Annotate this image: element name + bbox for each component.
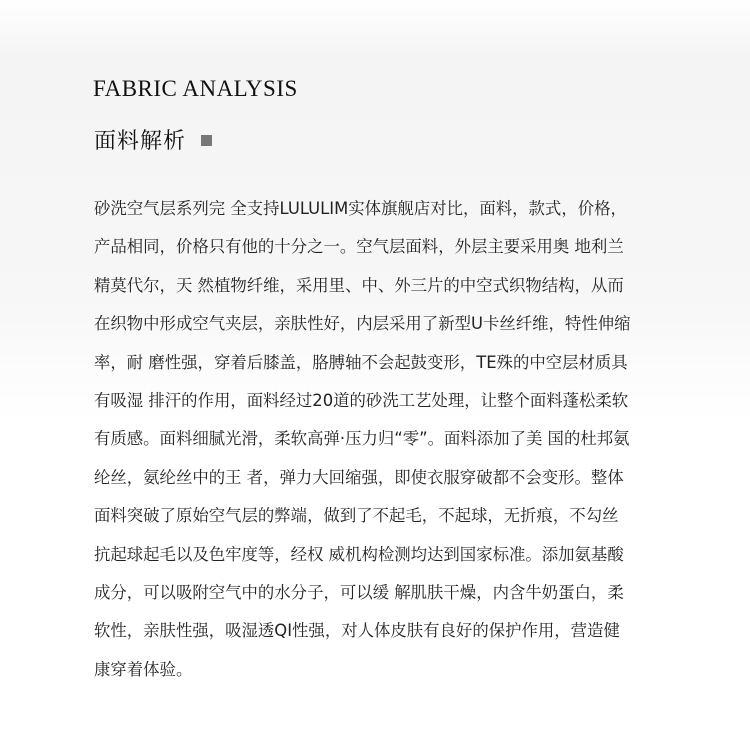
paragraph-line: 抗起球起毛以及色牢度等，经权 威机构检测均达到国家标准。添加氨基酸 bbox=[94, 544, 624, 564]
paragraph-line: 产品相同，价格只有他的十分之一。空气层面料，外层主要采用奥 地利兰 bbox=[94, 237, 624, 257]
paragraph-line: 面料突破了原始空气层的弊端，做到了不起毛，不起球，无折痕，不勾丝 bbox=[94, 506, 619, 526]
paragraph-line: 有质感。面料细腻光滑，柔软高弹·压力归“零”。面料添加了美 国的杜邦氨 bbox=[94, 429, 630, 449]
paragraph-line: 砂洗空气层系列完 全支持LULULIM实体旗舰店对比，面料，款式，价格， bbox=[94, 199, 627, 218]
heading-chinese-row bbox=[94, 124, 212, 155]
fabric-description bbox=[94, 190, 674, 689]
paragraph-line: 在织物中形成空气夹层，亲肤性好，内层采用了新型U卡丝纤维，特性伸缩 bbox=[94, 314, 631, 334]
paragraph-line: 软性，亲肤性强，吸湿透QI性强，对人体皮肤有良好的保护作用，营造健 bbox=[94, 621, 620, 641]
square-icon bbox=[201, 135, 212, 146]
paragraph-line: 率，耐 磨性强，穿着后膝盖，胳膊轴不会起鼓变形，TE殊的中空层材质具 bbox=[94, 352, 628, 372]
paragraph-line: 成分，可以吸附空气中的水分子，可以缓 解肌肤干燥，内含牛奶蛋白，柔 bbox=[94, 582, 624, 602]
heading-english: FABRIC ANALYSIS bbox=[93, 76, 298, 101]
paragraph-line: 精莫代尔，天 然植物纤维，采用里、中、外三片的中空式织物结构，从而 bbox=[94, 275, 624, 295]
paragraph-line: 康穿着体验。 bbox=[94, 659, 193, 679]
paragraph-line: 有吸湿 排汗的作用，面料经过20道的砂洗工艺处理，让整个面料蓬松柔软 bbox=[94, 390, 629, 410]
heading-chinese: 面料解析 bbox=[94, 129, 187, 154]
paragraph-line: 纶丝，氨纶丝中的王 者，弹力大回缩强，即使衣服穿破都不会变形。整体 bbox=[94, 467, 624, 487]
